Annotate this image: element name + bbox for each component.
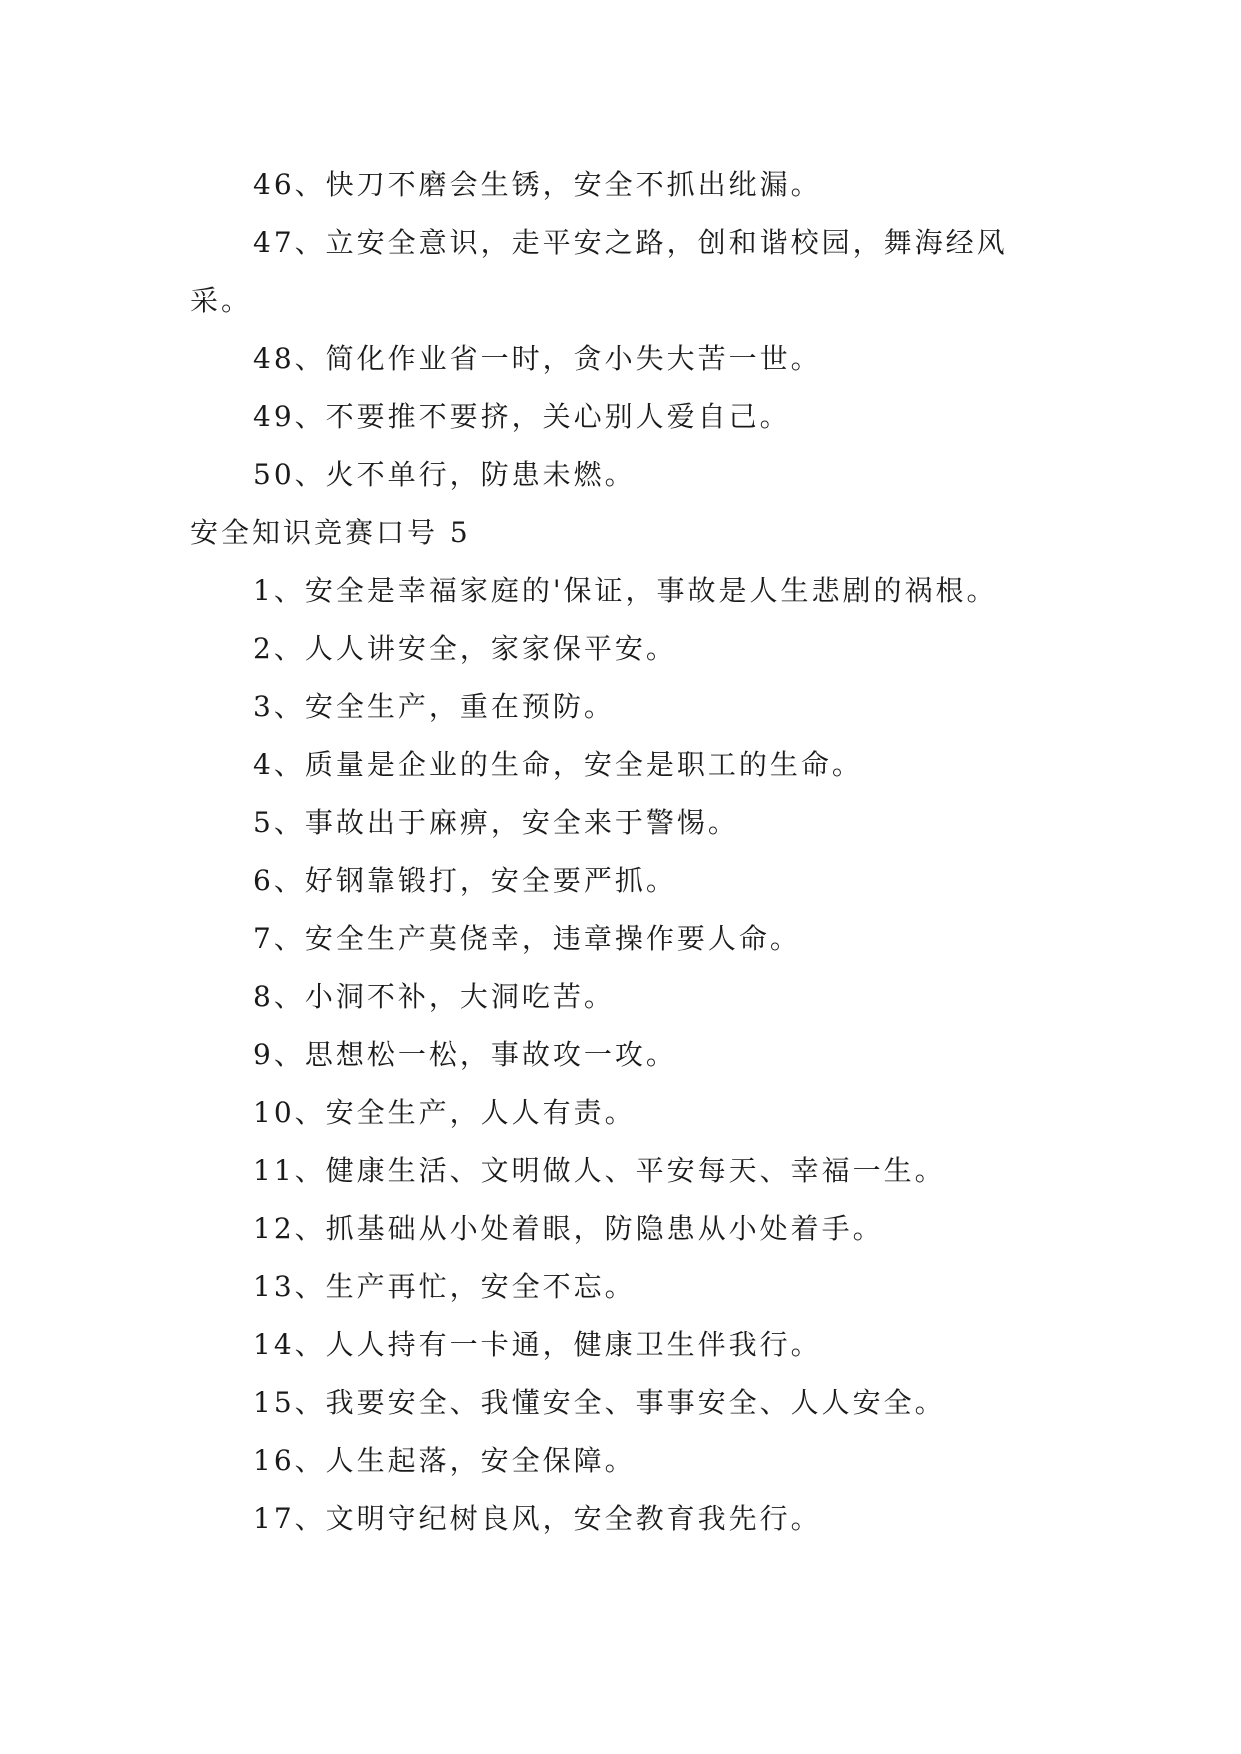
slogan-item: 10、安全生产，人人有责。 — [253, 1096, 636, 1129]
slogan-item: 5、事故出于麻痹，安全来于警惕。 — [253, 806, 739, 839]
slogan-item: 8、小洞不补，大洞吃苦。 — [253, 980, 615, 1013]
slogan-item: 15、我要安全、我懂安全、事事安全、人人安全。 — [253, 1386, 946, 1419]
slogan-item: 1、安全是幸福家庭的'保证，事故是人生悲剧的祸根。 — [253, 574, 998, 607]
slogan-item: 7、安全生产莫侥幸，违章操作要人命。 — [253, 922, 801, 955]
slogan-item: 9、思想松一松，事故攻一攻。 — [253, 1038, 677, 1071]
slogan-item: 16、人生起落，安全保障。 — [253, 1444, 636, 1477]
slogan-item: 3、安全生产，重在预防。 — [253, 690, 615, 723]
slogan-item: 4、质量是企业的生命，安全是职工的生命。 — [253, 748, 863, 781]
slogan-item: 12、抓基础从小处着眼，防隐患从小处着手。 — [253, 1212, 884, 1245]
slogan-item: 47、立安全意识，走平安之路，创和谐校园，舞海经风采。 — [190, 226, 1008, 317]
slogan-item: 6、好钢靠锻打，安全要严抓。 — [253, 864, 677, 897]
slogan-item: 49、不要推不要挤，关心别人爱自己。 — [253, 400, 791, 433]
slogan-item: 48、简化作业省一时，贪小失大苦一世。 — [253, 342, 822, 375]
slogan-item: 14、人人持有一卡通，健康卫生伴我行。 — [253, 1328, 822, 1361]
slogan-item: 2、人人讲安全，家家保平安。 — [253, 632, 677, 665]
slogan-item: 50、火不单行，防患未燃。 — [253, 458, 636, 491]
slogan-item: 17、文明守纪树良风，安全教育我先行。 — [253, 1502, 822, 1535]
slogan-item: 13、生产再忙，安全不忘。 — [253, 1270, 636, 1303]
slogan-item: 11、健康生活、文明做人、平安每天、幸福一生。 — [253, 1154, 946, 1187]
document-body — [190, 156, 1060, 1548]
section-heading: 安全知识竞赛口号 5 — [190, 516, 471, 549]
slogan-item: 46、快刀不磨会生锈，安全不抓出纰漏。 — [253, 168, 822, 201]
